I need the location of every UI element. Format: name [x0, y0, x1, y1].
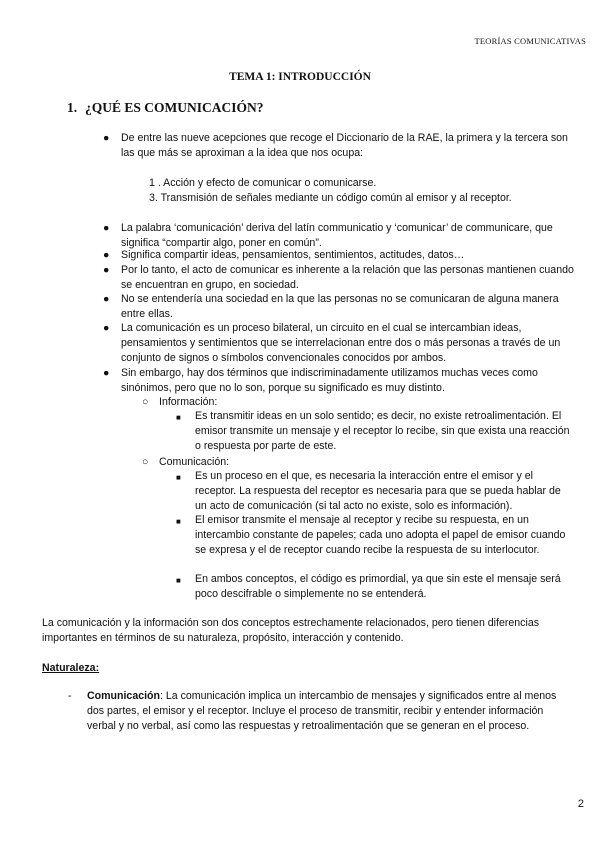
naturaleza-term: Comunicación	[87, 690, 160, 702]
list-item: No se entendería una sociedad en la que las personas no se comunicaran de alguna manera entre ellas.	[121, 293, 559, 321]
list-item: De entre las nueve acepciones que recoge el Diccionario de la RAE, la primera y la tercera son las que más se aproximan a la idea que nos ocupa:	[121, 132, 568, 160]
bullet-icon: ●	[103, 293, 110, 305]
circle-bullet-icon: ○	[142, 456, 149, 468]
bullet-icon: ●	[103, 322, 110, 334]
sub-list-item: El emisor transmite el mensaje al receptor y recibe su respuesta, en un intercambio constante de papeles; cada uno adopta el papel de emisor cuando se expresa y el de receptor cuando recibe la respuesta de su interlocutor.	[195, 514, 566, 557]
numbered-item: 1 . Acción y efecto de comunicar o comunicarse.	[149, 177, 377, 189]
list-item: Significa compartir ideas, pensamientos, sentimientos, actitudes, datos…	[121, 249, 465, 261]
sublist-label-informacion: Información:	[159, 396, 218, 408]
square-bullet-icon: ■	[176, 413, 181, 422]
circle-bullet-icon: ○	[142, 396, 149, 408]
section-heading-text: ¿QUÉ ES COMUNICACIÓN?	[85, 100, 264, 115]
dash-bullet-icon: -	[68, 690, 72, 702]
list-item: La palabra ‘comunicación’ deriva del latín communicatio y ‘comunicar’ de communicare, que significa “compartir algo, poner en común”.	[121, 222, 553, 250]
sub-list-item: Es transmitir ideas en un solo sentido; es decir, no existe retroalimentación. El emisor transmite un mensaje y el receptor lo recibe, sin que exista una reacción o respuesta por parte de este.	[195, 410, 570, 453]
square-bullet-icon: ■	[176, 473, 181, 482]
body-paragraph: La comunicación y la información son dos conceptos estrechamente relacionados, pero tienen diferencias importantes en términos de su naturaleza, propósito, interacción y contenido.	[42, 617, 540, 645]
bullet-icon: ●	[103, 264, 110, 276]
page-number: 2	[577, 798, 584, 810]
naturaleza-text: : La comunicación implica un intercambio de mensajes y significados entre al menos dos partes, el emisor y el receptor. Incluye el proceso de transmitir, recibir y entender información verbal y no verbal, así como las respuestas y retroalimentación que se generan en el proceso.	[87, 690, 557, 733]
bullet-icon: ●	[103, 132, 110, 144]
bullet-icon: ●	[103, 222, 110, 234]
section-number: 1.	[67, 100, 78, 115]
running-header: TEORÍAS COMUNICATIVAS	[474, 36, 586, 46]
page-title: TEMA 1: INTRODUCCIÓN	[229, 71, 371, 83]
sublist-label-comunicacion: Comunicación:	[159, 456, 230, 468]
numbered-item: 3. Transmisión de señales mediante un código común al emisor y al receptor.	[149, 192, 512, 204]
list-item: La comunicación es un proceso bilateral, un circuito en el cual se intercambian ideas, pensamientos y sentimientos que se interrelacionan entre dos o más personas a través de un conjunto de signos o símbolos convencionales conocidos por ambos.	[121, 322, 561, 365]
bullet-icon: ●	[103, 367, 110, 379]
section-heading	[67, 100, 264, 116]
list-item: Por lo tanto, el acto de comunicar es inherente a la relación que las personas mantienen cuando se encuentran en grupo, en sociedad.	[121, 264, 574, 292]
sub-list-item: Es un proceso en el que, es necesaria la interacción entre el emisor y el receptor. La respuesta del receptor es necesaria para que se pueda hablar de un acto de comunicación (si tal acto no existe, solo es información).	[195, 470, 561, 513]
naturaleza-item	[87, 689, 557, 734]
naturaleza-heading: Naturaleza:	[42, 662, 100, 674]
square-bullet-icon: ■	[176, 576, 181, 585]
square-bullet-icon: ■	[176, 517, 181, 526]
bullet-icon: ●	[103, 249, 110, 261]
sub-list-item: En ambos conceptos, el código es primordial, ya que sin este el mensaje será poco descifrable o simplemente no se entenderá.	[195, 573, 561, 601]
list-item: Sin embargo, hay dos términos que indiscriminadamente utilizamos muchas veces como sinónimos, pero que no lo son, porque su significado es muy distinto.	[121, 367, 538, 395]
